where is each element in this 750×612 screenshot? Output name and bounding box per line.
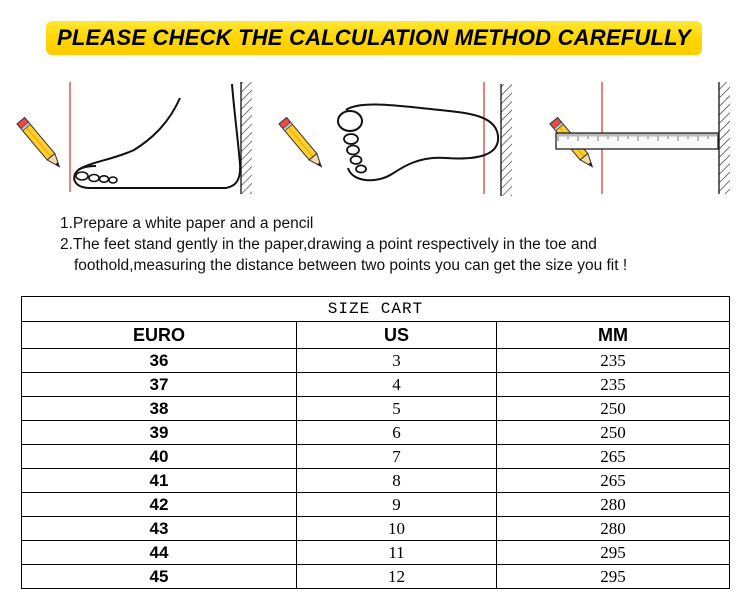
cell-mm: 235	[497, 349, 730, 373]
pencil-icon	[17, 118, 63, 170]
cell-euro: 39	[22, 421, 297, 445]
cell-us: 10	[297, 517, 497, 541]
cell-us: 7	[297, 445, 497, 469]
pencil-icon	[279, 118, 325, 170]
size-table	[21, 296, 730, 589]
step-2-line-2: foothold,measuring the distance between two points you can get the size you fit !	[74, 257, 628, 274]
table-row	[22, 517, 730, 541]
foot-outline-icon	[279, 82, 512, 196]
cell-mm: 250	[497, 397, 730, 421]
table-row	[22, 565, 730, 589]
cell-euro: 44	[22, 541, 297, 565]
cell-euro: 40	[22, 445, 297, 469]
title-banner	[46, 21, 702, 55]
cell-euro: 42	[22, 493, 297, 517]
instructions	[60, 213, 740, 276]
table-row	[22, 349, 730, 373]
measurement-illustration	[0, 70, 750, 200]
step-2-line-1: 2.The feet stand gently in the paper,drawing a point respectively in the toe and	[60, 236, 597, 253]
cell-us: 5	[297, 397, 497, 421]
cell-mm: 295	[497, 565, 730, 589]
table-row	[22, 493, 730, 517]
cell-mm: 250	[497, 421, 730, 445]
cell-mm: 265	[497, 469, 730, 493]
cell-mm: 280	[497, 517, 730, 541]
cell-mm: 280	[497, 493, 730, 517]
table-row	[22, 397, 730, 421]
table-row	[22, 421, 730, 445]
header-euro: EURO	[22, 322, 297, 349]
foot-side-icon	[17, 82, 252, 194]
ruler-icon	[550, 82, 730, 194]
cell-euro: 38	[22, 397, 297, 421]
cell-us: 3	[297, 349, 497, 373]
table-row	[22, 373, 730, 397]
cell-us: 9	[297, 493, 497, 517]
cell-euro: 43	[22, 517, 297, 541]
cell-us: 8	[297, 469, 497, 493]
step-1: 1.Prepare a white paper and a pencil	[60, 215, 314, 232]
cell-euro: 36	[22, 349, 297, 373]
cell-mm: 235	[497, 373, 730, 397]
table-title: SIZE CART	[22, 297, 730, 322]
cell-euro: 37	[22, 373, 297, 397]
cell-us: 4	[297, 373, 497, 397]
table-row	[22, 469, 730, 493]
banner-text: PLEASE CHECK THE CALCULATION METHOD CAREFULLY	[57, 25, 691, 50]
cell-us: 11	[297, 541, 497, 565]
cell-euro: 45	[22, 565, 297, 589]
header-us: US	[297, 322, 497, 349]
header-mm: MM	[497, 322, 730, 349]
cell-mm: 265	[497, 445, 730, 469]
cell-mm: 295	[497, 541, 730, 565]
table-row	[22, 541, 730, 565]
table-row	[22, 445, 730, 469]
cell-us: 12	[297, 565, 497, 589]
cell-us: 6	[297, 421, 497, 445]
cell-euro: 41	[22, 469, 297, 493]
